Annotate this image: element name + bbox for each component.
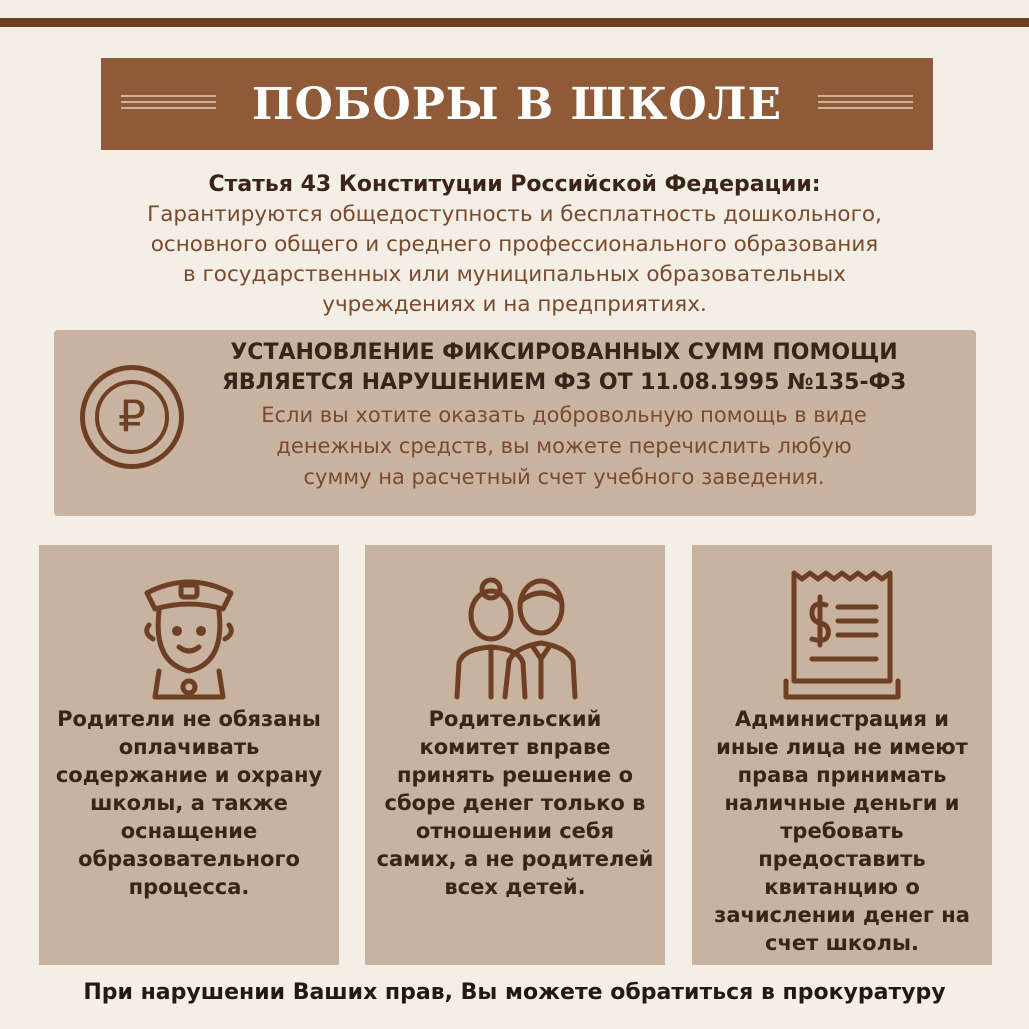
article-line: в государственных или муниципальных образовательных: [182, 262, 846, 287]
card-text-line: всех детей.: [444, 875, 586, 899]
card-text-line: комитет вправе: [419, 735, 611, 759]
security-guard-icon: [119, 563, 259, 703]
receipt-dollar-icon: [772, 563, 912, 703]
card-text-line: Родители не обязаны: [57, 707, 321, 731]
notice-heading-line: ЯВЛЯЕТСЯ НАРУШЕНИЕМ ФЗ ОТ 11.08.1995 №135-ФЗ: [221, 370, 907, 395]
card-text-line: Родительский: [428, 707, 602, 731]
article-line: основного общего и среднего профессионального образования: [150, 232, 879, 257]
card-text-line: содержание и охрану: [55, 763, 323, 787]
prosecutor-footer: При нарушении Ваших прав, Вы можете обратиться в прокуратуру: [83, 980, 946, 1005]
card-text-line: процесса.: [128, 875, 250, 899]
banner-decoration-left: [121, 95, 216, 113]
card-text-line: иные лица не имеют: [716, 735, 968, 759]
parents-couple-icon: [445, 563, 585, 703]
card-parents-not-obliged: [39, 545, 339, 965]
article-heading: Статья 43 Конституции Российской Федерации:: [208, 172, 821, 197]
card-text-line: отношении себя: [415, 819, 615, 843]
card-text-line: права принимать: [737, 763, 947, 787]
card-text-line: Администрация и: [735, 707, 949, 731]
card-text-line: оснащение: [120, 819, 258, 843]
notice-body-line: Если вы хотите оказать добровольную помощь в виде: [261, 403, 867, 427]
card-text-line: предоставить: [758, 847, 926, 871]
card-parent-committee: [365, 545, 665, 965]
top-divider: [0, 18, 1029, 27]
banner-decoration-right: [818, 95, 913, 113]
card-text-line: образовательного: [78, 847, 300, 871]
article-line: Гарантируются общедоступность и бесплатность дошкольного,: [147, 202, 882, 227]
card-administration: [692, 545, 992, 965]
fixed-sums-notice: [54, 330, 976, 516]
card-text-line: требовать: [780, 819, 904, 843]
article-line: учреждениях и на предприятиях.: [322, 292, 707, 317]
card-text-line: принять решение о: [396, 763, 634, 787]
constitution-article: [60, 170, 969, 320]
card-text-line: наличные деньги и: [724, 791, 960, 815]
card-text-line: оплачивать: [118, 735, 260, 759]
notice-heading-line: УСТАНОВЛЕНИЕ ФИКСИРОВАННЫХ СУММ ПОМОЩИ: [230, 340, 898, 365]
page-title: ПОБОРЫ В ШКОЛЕ: [251, 78, 783, 130]
notice-body-line: сумму на расчетный счет учебного заведения.: [303, 465, 825, 489]
card-text-line: счет школы.: [765, 931, 919, 955]
title-banner: [101, 58, 933, 150]
ruble-coin-icon: ₽: [80, 365, 184, 469]
card-text-line: сборе денег только в: [384, 791, 646, 815]
card-text-line: зачислении денег на: [714, 903, 970, 927]
notice-body-line: денежных средств, вы можете перечислить любую: [276, 434, 852, 458]
card-text-line: самих, а не родителей: [376, 847, 654, 871]
card-text-line: школы, а также: [90, 791, 288, 815]
card-text-line: квитанцию о: [764, 875, 920, 899]
